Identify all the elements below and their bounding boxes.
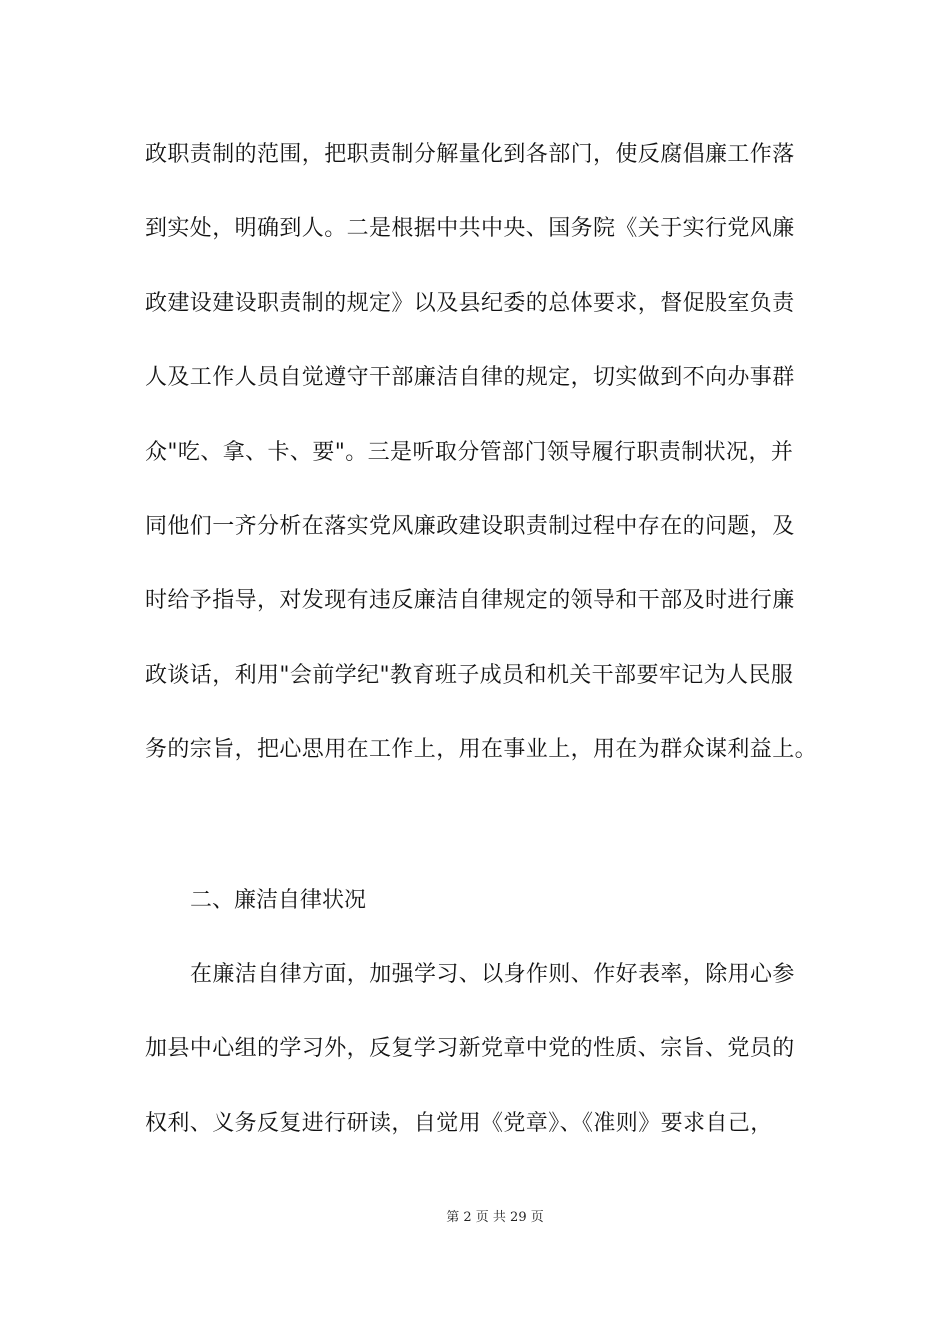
text-line: 政建设建设职责制的规定》以及县纪委的总体要求，督促股室负责 [145,290,795,316]
text-line: 到实处，明确到人。二是根据中共中央、国务院《关于实行党风廉 [145,216,795,242]
text-line: 权利、义务反复进行研读，自觉用《党章》、《准则》要求自己， [145,1110,773,1136]
text-line: 政职责制的范围，把职责制分解量化到各部门，使反腐倡廉工作落 [145,142,795,167]
text-line: 时给予指导，对发现有违反廉洁自律规定的领导和干部及时进行廉 [145,588,795,614]
section-heading: 二、廉洁自律状况 [190,888,367,913]
text-line: 人及工作人员自觉遵守干部廉洁自律的规定，切实做到不向办事群 [145,365,795,391]
text-line: 众"吃、拿、卡、要"。三是听取分管部门领导履行职责制状况，并 [145,439,794,465]
page-number-footer: 第 2 页 共 29 页 [446,1210,544,1225]
text-line: 政谈话，利用"会前学纪"教育班子成员和机关干部要牢记为人民服 [145,662,794,688]
paragraph-2 [145,950,825,1173]
text-line: 在廉洁自律方面，加强学习、以身作则、作好表率，除用心参 [190,962,795,987]
text-line: 加县中心组的学习外，反复学习新党章中党的性质、宗旨、党员的 [145,1036,795,1062]
text-line: 同他们一齐分析在落实党风廉政建设职责制过程中存在的问题，及 [145,513,795,539]
paragraph-1 [145,130,825,800]
text-line: 务的宗旨，把心思用在工作上，用在事业上，用在为群众谋利益上。 [145,737,818,763]
